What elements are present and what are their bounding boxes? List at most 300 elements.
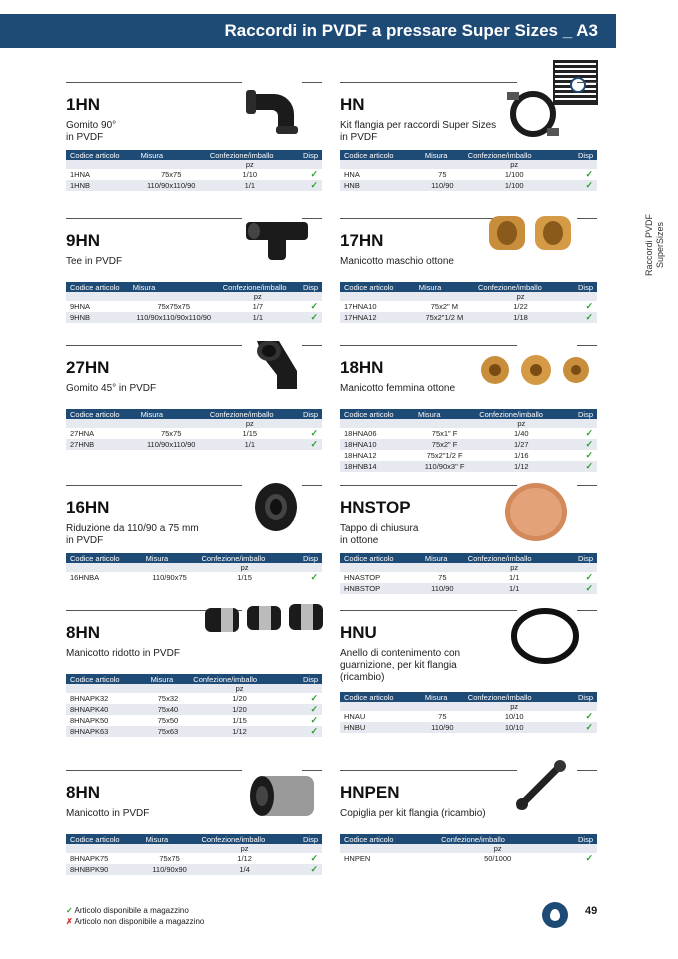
available-check-icon: ✓ [290,726,322,737]
availability-legend [66,905,204,927]
product-description [340,808,486,820]
table-row [340,853,597,864]
table-cell: 10/10 [464,711,565,722]
table-header-cell: Codice articolo [66,150,137,160]
description-line: Copiglia per kit flangia (ricambio) [340,808,486,819]
table-cell: 75 [421,169,464,180]
product-code: 17HN [340,231,384,250]
table-cell: HNBSTOP [340,583,421,594]
product-table [340,150,597,191]
table-cell: 110/90x110/90x110/90 [129,312,219,323]
page-title: Raccordi in PVDF a pressare Super Sizes _ A3 [224,21,598,40]
table-cell: 18HNA10 [340,439,414,450]
product-code: HN [340,95,365,114]
table-cell: 16HNBA [66,572,142,583]
table-row [66,853,322,864]
available-check-icon: ✓ [567,461,597,472]
table-header-cell: Misura [421,150,464,160]
product-image [248,770,320,827]
table-header-cell: Confezione/imballo [464,692,565,702]
product-image [203,598,327,643]
product-image [246,208,308,265]
table-cell: 75x50 [147,715,190,726]
unit-cell [147,684,190,693]
table-header-cell: Codice articolo [66,409,137,419]
available-check-icon: ✓ [294,428,322,439]
product-description [66,808,149,820]
description-line: Riduzione da 110/90 a 75 mm [66,523,199,534]
table-cell: 75x63 [147,726,190,737]
unit-cell: pz [464,563,565,572]
side-section-label [640,205,670,285]
table-cell: 1/100 [464,169,565,180]
table-header-cell: Misura [142,553,198,563]
check-icon: ✓ [66,906,73,915]
unit-cell: pz [197,563,291,572]
unit-row [340,419,597,428]
table-header-cell: Misura [421,692,464,702]
unit-cell [340,419,414,428]
table-header-cell: Confezione/imballo [197,553,291,563]
table-header-cell: Confezione/imballo [197,834,291,844]
section-divider [577,218,597,219]
unit-cell [66,292,129,301]
available-check-icon: ✓ [565,169,597,180]
table-header-cell: Disp [565,692,597,702]
table-header-cell: Codice articolo [340,150,421,160]
available-check-icon: ✓ [565,711,597,722]
table-cell: 75x2" F [414,439,475,450]
available-check-icon: ✓ [565,583,597,594]
table-row [66,301,322,312]
section-divider [577,345,597,346]
product-code: 1HN [66,95,101,114]
table-header-cell: Misura [421,553,464,563]
table-cell: 18HNA12 [340,450,414,461]
product-table [340,553,597,594]
product-table [340,834,597,864]
product-code: HNSTOP [340,498,411,517]
unit-cell [565,563,597,572]
description-line: in PVDF [66,535,104,546]
description-line: in ottone [340,535,379,546]
table-cell: 18HNA06 [340,428,414,439]
table-row [340,428,597,439]
unit-row [66,292,322,301]
unit-cell [66,563,142,572]
table-cell: 75x32 [147,693,190,704]
table-header-cell: Confezione/imballo [189,674,289,684]
table-header-cell: Disp [297,282,322,292]
table-cell: 75x2"1/2 F [414,450,475,461]
table-header-cell: Misura [137,409,206,419]
unit-row [66,684,322,693]
description-line: Tappo di chiusura [340,523,419,534]
table-row [340,450,597,461]
table-cell: 1/10 [206,169,294,180]
table-cell: 1/12 [197,853,291,864]
available-check-icon: ✓ [558,853,597,864]
section-divider [340,770,517,771]
table-header-cell: Codice articolo [340,409,414,419]
table-header-cell: Codice articolo [66,834,142,844]
product-code: 9HN [66,231,101,250]
table-cell: 110/90x75 [142,572,198,583]
product-description [66,120,116,144]
table-cell: 1/1 [464,572,565,583]
available-check-icon: ✓ [292,572,322,583]
table-cell: 75x75 [142,853,198,864]
table-row [66,312,322,323]
product-table [340,282,597,323]
product-table [66,150,322,191]
description-line: Kit flangia per raccordi Super Sizes [340,120,497,131]
section-divider [66,485,242,486]
section-divider [577,82,597,83]
product-description [340,383,455,395]
table-cell: 1/20 [189,704,289,715]
unit-cell [142,844,198,853]
unit-cell [292,563,322,572]
available-check-icon: ✓ [292,853,322,864]
table-header-cell: Codice articolo [66,674,147,684]
table-header-cell: Disp [290,674,322,684]
table-row [340,461,597,472]
product-image [503,481,569,548]
unit-cell: pz [197,844,291,853]
product-code: HNPEN [340,783,400,802]
table-cell: 75x40 [147,704,190,715]
product-table [66,553,322,583]
table-row [340,583,597,594]
unit-cell [66,160,137,169]
section-divider [302,82,322,83]
section-divider [302,345,322,346]
table-header-cell: Disp [565,553,597,563]
table-cell: 1/12 [475,461,567,472]
table-row [66,704,322,715]
table-cell: 110/90 [421,722,464,733]
table-cell: 1HNA [66,169,137,180]
table-cell: HNA [340,169,421,180]
cross-icon: ✗ [66,917,73,926]
product-table [66,409,322,450]
side-label-line2: SuperSizes [655,221,666,269]
available-check-icon: ✓ [290,704,322,715]
unit-cell: pz [464,160,565,169]
table-cell: 8HNAPK50 [66,715,147,726]
table-header-cell: Codice articolo [66,282,129,292]
unit-row [66,419,322,428]
table-cell: 110/90x3" F [414,461,475,472]
description-line: Manicotto femmina ottone [340,383,456,394]
description-line: Anello di contenimento con [340,648,461,659]
unit-row [66,844,322,853]
unit-cell [567,419,597,428]
available-check-icon: ✓ [567,301,597,312]
page-number: 49 [585,905,598,917]
table-header-cell: Disp [294,150,322,160]
product-description [340,523,418,547]
table-cell: 50/1000 [437,853,558,864]
table-cell: 110/90x110/90 [137,180,206,191]
table-header-cell: Confezione/imballo [464,553,565,563]
unit-cell [294,419,322,428]
available-check-icon: ✓ [565,180,597,191]
brand-logo-icon [542,902,568,928]
table-header-cell: Confezione/imballo [206,409,294,419]
table-cell: 1/15 [206,428,294,439]
table-cell: 110/90 [421,583,464,594]
table-cell: 1/20 [189,693,289,704]
table-cell: 8HNAPK32 [66,693,147,704]
table-cell: 1/18 [474,312,567,323]
unit-row [340,292,597,301]
table-cell: 18HNB14 [340,461,414,472]
description-line: in PVDF [340,132,378,143]
product-description [66,648,180,660]
table-cell: HNAU [340,711,421,722]
table-cell: HNBU [340,722,421,733]
table-cell: 1/1 [206,180,294,191]
product-code: 8HN [66,783,101,802]
unit-cell [66,844,142,853]
unit-cell [66,419,137,428]
table-cell: 9HNA [66,301,129,312]
unit-cell [137,160,206,169]
unit-cell [294,160,322,169]
product-description [66,523,199,547]
unit-cell [567,292,597,301]
available-check-icon: ✓ [567,312,597,323]
table-cell: 1/7 [219,301,297,312]
unit-cell: pz [206,160,294,169]
table-header-cell: Misura [414,409,475,419]
section-divider [66,82,242,83]
table-row [340,180,597,191]
table-cell: 8HNBPK90 [66,864,142,875]
table-cell: 1/4 [197,864,291,875]
table-header-cell: Disp [567,282,597,292]
product-image [512,758,572,819]
table-cell: 75x75x75 [129,301,219,312]
product-image [253,481,299,538]
unit-cell [297,292,322,301]
unit-row [66,563,322,572]
table-row [66,169,322,180]
section-divider [340,485,517,486]
product-description [340,120,496,144]
product-table [66,674,322,737]
table-cell: 27HNA [66,428,137,439]
unit-cell [414,419,475,428]
table-cell: 110/90x110/90 [137,439,206,450]
product-image [480,353,590,392]
description-line: Tee in PVDF [66,256,123,267]
table-row [340,711,597,722]
unit-cell [340,563,421,572]
unit-cell: pz [464,702,565,711]
available-check-icon: ✓ [567,439,597,450]
table-cell: HNPEN [340,853,437,864]
product-table [340,692,597,733]
table-cell: 10/10 [464,722,565,733]
table-cell: 8HNAPK75 [66,853,142,864]
table-header-cell: Misura [137,150,206,160]
product-code: 8HN [66,623,101,642]
page-header-banner [0,14,616,48]
table-row [340,301,597,312]
section-divider [577,485,597,486]
available-check-icon: ✓ [565,572,597,583]
unit-cell: pz [475,419,567,428]
table-row [66,439,322,450]
unit-cell [421,702,464,711]
product-image [510,606,580,671]
table-cell: 1/15 [189,715,289,726]
table-cell: 17HNA12 [340,312,415,323]
product-description [66,256,122,268]
table-header-cell: Disp [565,150,597,160]
unit-cell [340,844,437,853]
available-check-icon: ✓ [294,169,322,180]
product-image [246,82,302,139]
table-header-cell: Codice articolo [340,834,437,844]
unit-cell [142,563,198,572]
unit-row [340,702,597,711]
available-check-icon: ✓ [297,312,322,323]
table-cell: 1/100 [464,180,565,191]
table-row [66,864,322,875]
product-description [340,256,454,268]
table-header-cell: Codice articolo [340,553,421,563]
unit-row [340,563,597,572]
table-header-cell: Codice articolo [340,692,421,702]
available-check-icon: ✓ [294,439,322,450]
unit-cell: pz [206,419,294,428]
table-header-cell: Confezione/imballo [206,150,294,160]
product-image [485,210,575,261]
available-check-icon: ✓ [290,715,322,726]
product-image [503,88,563,145]
table-cell: 1/1 [206,439,294,450]
table-header-cell: Confezione/imballo [474,282,567,292]
product-table [340,409,597,472]
table-cell: 9HNB [66,312,129,323]
unit-cell: pz [189,684,289,693]
section-divider [302,485,322,486]
description-line: Gomito 45° in PVDF [66,383,157,394]
description-line: Manicotto in PVDF [66,808,150,819]
table-header-cell: Disp [292,834,322,844]
description-line: Manicotto ridotto in PVDF [66,648,180,659]
table-cell: 1/22 [474,301,567,312]
table-row [66,428,322,439]
unit-row [340,844,597,853]
table-cell: 1HNB [66,180,137,191]
table-header-cell: Codice articolo [340,282,415,292]
available-check-icon: ✓ [567,428,597,439]
description-line: (ricambio) [340,672,385,683]
legend-available: Articolo disponibile a magazzino [74,906,189,915]
unit-cell [137,419,206,428]
section-divider [340,610,517,611]
table-cell: 1/1 [219,312,297,323]
table-header-cell: Disp [292,553,322,563]
available-check-icon: ✓ [292,864,322,875]
description-line: in PVDF [66,132,104,143]
unit-cell: pz [474,292,567,301]
table-header-cell: Misura [147,674,190,684]
product-code: 16HN [66,498,110,517]
unit-cell [421,160,464,169]
table-header-cell: Misura [129,282,219,292]
table-cell: 110/90x90 [142,864,198,875]
section-divider [66,770,242,771]
table-row [340,169,597,180]
unit-cell [340,292,415,301]
table-cell: 17HNA10 [340,301,415,312]
available-check-icon: ✓ [567,450,597,461]
table-header-cell: Disp [294,409,322,419]
description-line: Manicotto maschio ottone [340,256,454,267]
unit-row [66,160,322,169]
table-cell: 75 [421,711,464,722]
table-cell: 1/12 [189,726,289,737]
table-header-cell: Codice articolo [66,553,142,563]
section-divider [577,610,597,611]
table-header-cell: Misura [415,282,474,292]
table-header-cell: Misura [142,834,198,844]
unit-cell [565,702,597,711]
section-divider [577,770,597,771]
description-line: guarnizione, per kit flangia [340,660,457,671]
unit-cell [565,160,597,169]
description-line: Gomito 90° [66,120,117,131]
available-check-icon: ✓ [297,301,322,312]
unit-cell [290,684,322,693]
table-cell: 1/1 [464,583,565,594]
unit-cell [558,844,597,853]
product-table [66,834,322,875]
table-row [340,312,597,323]
unit-cell: pz [437,844,558,853]
table-header-cell: Disp [567,409,597,419]
available-check-icon: ✓ [565,722,597,733]
table-cell: HNB [340,180,421,191]
table-header-cell: Confezione/imballo [437,834,558,844]
unit-cell [415,292,474,301]
table-cell: 8HNAPK63 [66,726,147,737]
table-cell: 8HNAPK40 [66,704,147,715]
unit-cell [292,844,322,853]
table-row [66,693,322,704]
section-divider [66,218,242,219]
unit-cell [129,292,219,301]
product-image [251,337,303,396]
table-header-cell: Confezione/imballo [219,282,297,292]
table-cell: 1/15 [197,572,291,583]
table-cell: 110/90 [421,180,464,191]
table-row [66,726,322,737]
table-row [340,572,597,583]
product-code: 27HN [66,358,110,377]
unit-cell [340,160,421,169]
unit-cell [340,702,421,711]
table-row [66,572,322,583]
table-cell: 75 [421,572,464,583]
unit-cell [66,684,147,693]
